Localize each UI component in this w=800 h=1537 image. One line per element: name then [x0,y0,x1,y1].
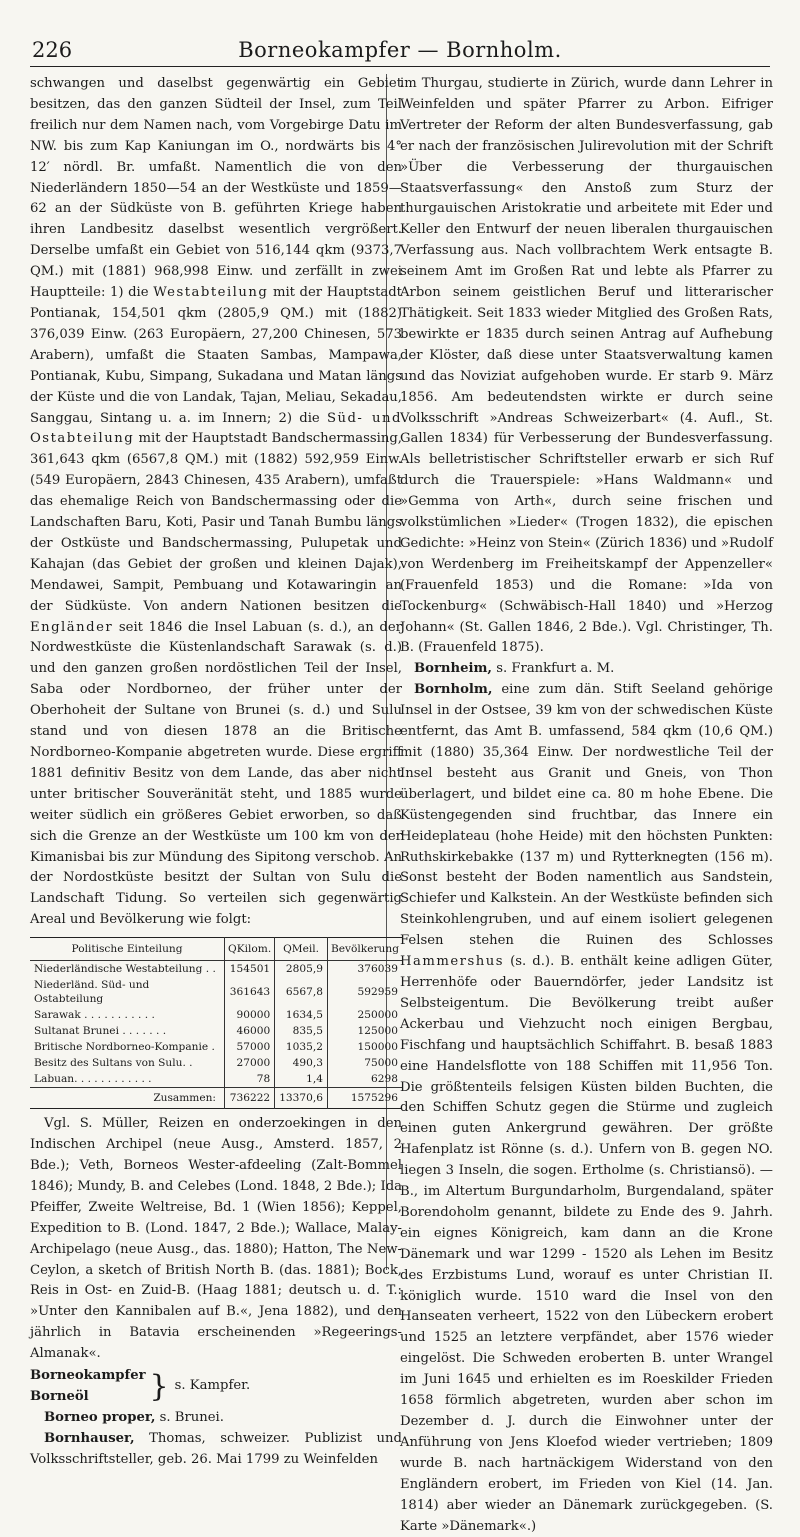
table-total-row: Zusammen: 736222 13370,6 1575296 [30,1088,402,1109]
brace-symbol: } [149,1368,169,1404]
page-number: 226 [32,38,73,62]
keyword-sued-ostabteilung: Süd- und Ostabteilung [30,410,402,447]
keyword-hammershus: Hammershus [400,954,505,970]
right-column [400,74,773,1534]
headword-borneoel: Borneöl [30,1388,89,1404]
keyword-englaender: Engländer [30,619,114,635]
column-header: QMeil. [275,938,328,961]
cross-reference: s. Kampfer. [174,1378,251,1394]
keyword-westabteilung: Westabteilung [153,285,269,301]
table-row: Sultanat Brunei . . . . . . . 46000 835,5 125000 [30,1023,402,1039]
table-row: Sarawak . . . . . . . . . . . 90000 1634,5 250000 [30,1007,402,1023]
area-population-table [30,937,402,1109]
entry-bornholm: Bornholm, eine zum dän. Stift Seeland gehörige Insel in der Ostsee, 39 km von der schwedischen Küste entfernt, das Amt B. umfassend, 584 qkm (10,6 QM.) mit (1880) 35,364 Einw. Der nordwestliche Teil der Insel besteht aus Granit und Gneis, von Thon überlagert, und bildet eine ca. 80 m hohe Ebene. Die Küstengegenden sind fruchtbar, das Innere ein Heideplateau (hohe Heide) mit den höchsten Punkten: Ruthskirkebakke (137 m) und Rytterknegten (156 m). Sonst besteht der Boden namentlich aus Sandstein, Schiefer und Kalkstein. An der Westküste befinden sich Steinkohlengruben, und auf einem isoliert gelegenen Felsen stehen die Ruinen des Schlosses Hammershus (s. d.). B. enthält keine adligen Güter, Herrenhöfe oder Bauerndörfer, jeder Landsitz ist Selbsteigentum. Die Bevölkerung treibt außer Ackerbau und Viehzucht noch einigen Bergbau, Fischfang und hauptsächlich Schiffahrt. B. besaß 1883 eine Handelsflotte von 188 Schiffen mit 11,956 Ton. Die größtenteils felsigen Küsten bilden Buchten, die den Schiffen Schutz gegen die Stürme und zugleich einen guten Ankergrund gewähren. Der größte Hafenplatz ist Rönne (s. d.). Unfern von B. gegen NO. liegen 3 Inseln, die sogen. Ertholme (s. Christiansö). — B., im Altertum Burgundarholm, Burgendaland, später Borendoholm genannt, bildete zu Ende des 9. Jahrh. ein eignes Königreich, kam dann an die Krone Dänemark und war 1299 - 1520 als Lehen im Besitz des Erzbistums Lund, worauf es unter Christian II. königlich wurde. 1510 ward die Insel von den Hanseaten verheert, 1522 von den Lübeckern erobert und 1525 an letztere verpfändet, aber 1576 wieder eingelöst. Die Schweden eroberten B. unter Wrangel im Juni 1645 und erhielten es im Roeskilder Frieden 1658 förmlich abgetreten, wurden aber schon im Dezember d. J. durch die Einwohner unter der Anführung von Jens Kloefod wieder vertrieben; 1809 wurde B. nach hartnäckigem Widerstand von den Engländern erobert, im Frieden von Kiel (14. Jan. 1814) aber wieder an Dänemark zurückgegeben. (S. Karte »Dänemark«.) [400,682,773,1534]
column-header: QKilom. [225,938,275,961]
borneo-bibliography: Vgl. S. Müller, Reizen en onderzoekingen in den Indischen Archipel (neue Ausg., Amsterd. 1857, 2 Bde.); Veth, Borneos Wester-afdeeling (Zalt-Bommel 1846); Mundy, B. and Celebes (Lond. 1848, 2 Bde.); Ida Pfeiffer, Zweite Weltreise, Bd. 1 (Wien 1856); Keppel, Expedition to B. (Lond. 1847, 2 Bde.); Wallace, Malay-Archipelago (neue Ausg., das. 1880); Hatton, The New-Ceylon, a sketch of British North B. (das. 1881); Bock, Reis in Ost- en Zuid-B. (Haag 1881; deutsch u. d. T.: »Unter den Kannibalen auf B.«, Jena 1882), und den jährlich in Batavia erscheinenden »Regeerings-Almanak«. [30,1116,402,1362]
headword: Bornholm, [414,682,493,698]
entry-borneo-proper: Borneo proper, s. Brunei. [44,1409,224,1425]
left-column [30,74,402,1467]
bornhauser-continuation: im Thurgau, studierte in Zürich, wurde dann Lehrer in Weinfelden und später Pfarrer zu Arbon. Eifriger Vertreter der Reform der alten Bundesverfassung, gab er nach der französischen Julirevolution mit der Schrift »Über die Verbesserung der thurgauischen Staatsverfassung« den Anstoß zum Sturz der thurgauischen Aristokratie und arbeitete mit Eder und Keller den Entwurf der neuen liberalen thurgauischen Verfassung aus. Nach vollbrachtem Werk entsagte B. seinem Amt im Großen Rat und lebte als Pfarrer zu Arbon seinem geistlichen Beruf und litterarischer Thätigkeit. Seit 1833 wieder Mitglied des Großen Rats, bewirkte er 1835 durch seinen Antrag auf Aufhebung der Klöster, daß diese unter Staatsverwaltung kamen und das Noviziat aufgehoben wurde. Er starb 9. März 1856. Am bedeutendsten wirkte er durch seine Volksschrift »Andreas Schweizerbart« (4. Aufl., St. Gallen 1834) für Verbesserung der Bundesverfassung. Als belletristischer Schriftsteller erwarb er sich Ruf durch die Trauerspiele: »Hans Waldmann« und »Gemma von Arth«, durch seine frischen und volkstümlichen »Lieder« (Trogen 1832), die epischen Gedichte: »Heinz von Stein« (Zürich 1836) und »Rudolf von Werdenberg im Freiheitskampf der Appenzeller« (Frauenfeld 1853) und die Romane: »Ida von Tockenburg« (Schwäbisch-Hall 1840) und »Herzog Johann« (St. Gallen 1846, 2 Bde.). Vgl. Christinger, Th. B. (Frauenfeld 1875). [400,76,773,656]
page-header [30,38,770,67]
table-row: Niederländische Westabteilung . . 154501 2805,9 376039 [30,961,402,978]
table-row: Labuan. . . . . . . . . . . . 78 1,4 6298 [30,1071,402,1088]
borneo-continuation: schwangen und daselbst gegenwärtig ein Gebiet besitzen, das den ganzen Südteil der Insel, zum Teil freilich nur dem Namen nach, vom Vorgebirge Datu im NW. bis zum Kap Kaniungan im O., nordwärts bis 4° 12′ nördl. Br. umfaßt. Namentlich die von den Niederländern 1850—54 an der Westküste und 1859—62 an der Südküste von B. geführten Kriege haben ihren Landbesitz daselbst wesentlich vergrößert. Derselbe umfaßt ein Gebiet von 516,144 qkm (9373,7 QM.) mit (1881) 968,998 Einw. und zerfällt in zwei Hauptteile: 1) die Westabteilung mit der Hauptstadt Pontianak, 154,501 qkm (2805,9 QM.) mit (1882) 376,039 Einw. (263 Europäern, 27,200 Chinesen, 573 Arabern), umfaßt die Staaten Sambas, Mampawa, Pontianak, Kubu, Simpang, Sukadana und Matan längs der Küste und die von Landak, Tajan, Meliau, Sekadau, Sanggau, Sintang u. a. im Innern; 2) die Süd- und Ostabteilung mit der Hauptstadt Bandschermassing, 361,643 qkm (6567,8 QM.) mit (1882) 592,959 Einw. (549 Europäern, 2843 Chinesen, 435 Arabern), umfaßt das ehemalige Reich von Bandschermassing oder die Landschaften Baru, Koti, Pasir und Tanah Bumbu längs der Ostküste und Bandschermassing, Pulupetak und Kahajan (das Gebiet der großen und kleinen Dajak), Mendawei, Sampit, Pembuang und Kotawaringin an der Südküste. Von andern Nationen besitzen die Engländer seit 1846 die Insel Labuan (s. d.), an der Nordwestküste die Küstenlandschaft Sarawak (s. d.) und den ganzen großen nordöstlichen Teil der Insel, Saba oder Nordborneo, der früher unter der Oberhoheit der Sultane von Brunei (s. d.) und Sulu stand und von diesen 1878 an die Britische Nordborneo-Kompanie abgetreten wurde. Diese ergriff 1881 definitiv Besitz von dem Lande, das aber nicht unter britischer Souveränität steht, und 1885 wurde weiter südlich ein größeres Gebiet erworben, so daß sich die Grenze an der Westküste um 100 km von der Kimanisbai bis zur Mündung des Sipitong verschob. An der Nordostküste besitzt der Sultan von Sulu die Landschaft Tidung. So verteilen sich gegenwärtig Areal und Bevölkerung wie folgt: [30,76,402,928]
table-header-row [30,938,402,961]
entry-bornhauser: Bornhauser, Thomas, schweizer. Publizist und Volksschriftsteller, geb. 26. Mai 1799 zu Weinfelden [30,1430,402,1467]
headword: Borneo proper, [44,1409,156,1425]
entry-bornheim: Bornheim, s. Frankfurt a. M. [414,661,615,677]
column-header: Bevölkerung [328,938,403,961]
headword-borneokampfer: Borneokampfer [30,1368,146,1384]
column-header: Politische Einteilung [30,938,225,961]
running-title: Borneokampfer — Bornholm. [238,38,562,62]
headword: Bornheim, [414,661,493,677]
headword: Bornhauser, [44,1430,135,1446]
entry-borneokampfer-borneoel [30,1366,402,1408]
table-row: Besitz des Sultans von Sulu. . 27000 490,3 75000 [30,1055,402,1071]
table-row: Niederländ. Süd- und Ostabteilung 361643 6567,8 592959 [30,977,402,1007]
table-row: Britische Nordborneo-Kompanie . 57000 1035,2 150000 [30,1039,402,1055]
